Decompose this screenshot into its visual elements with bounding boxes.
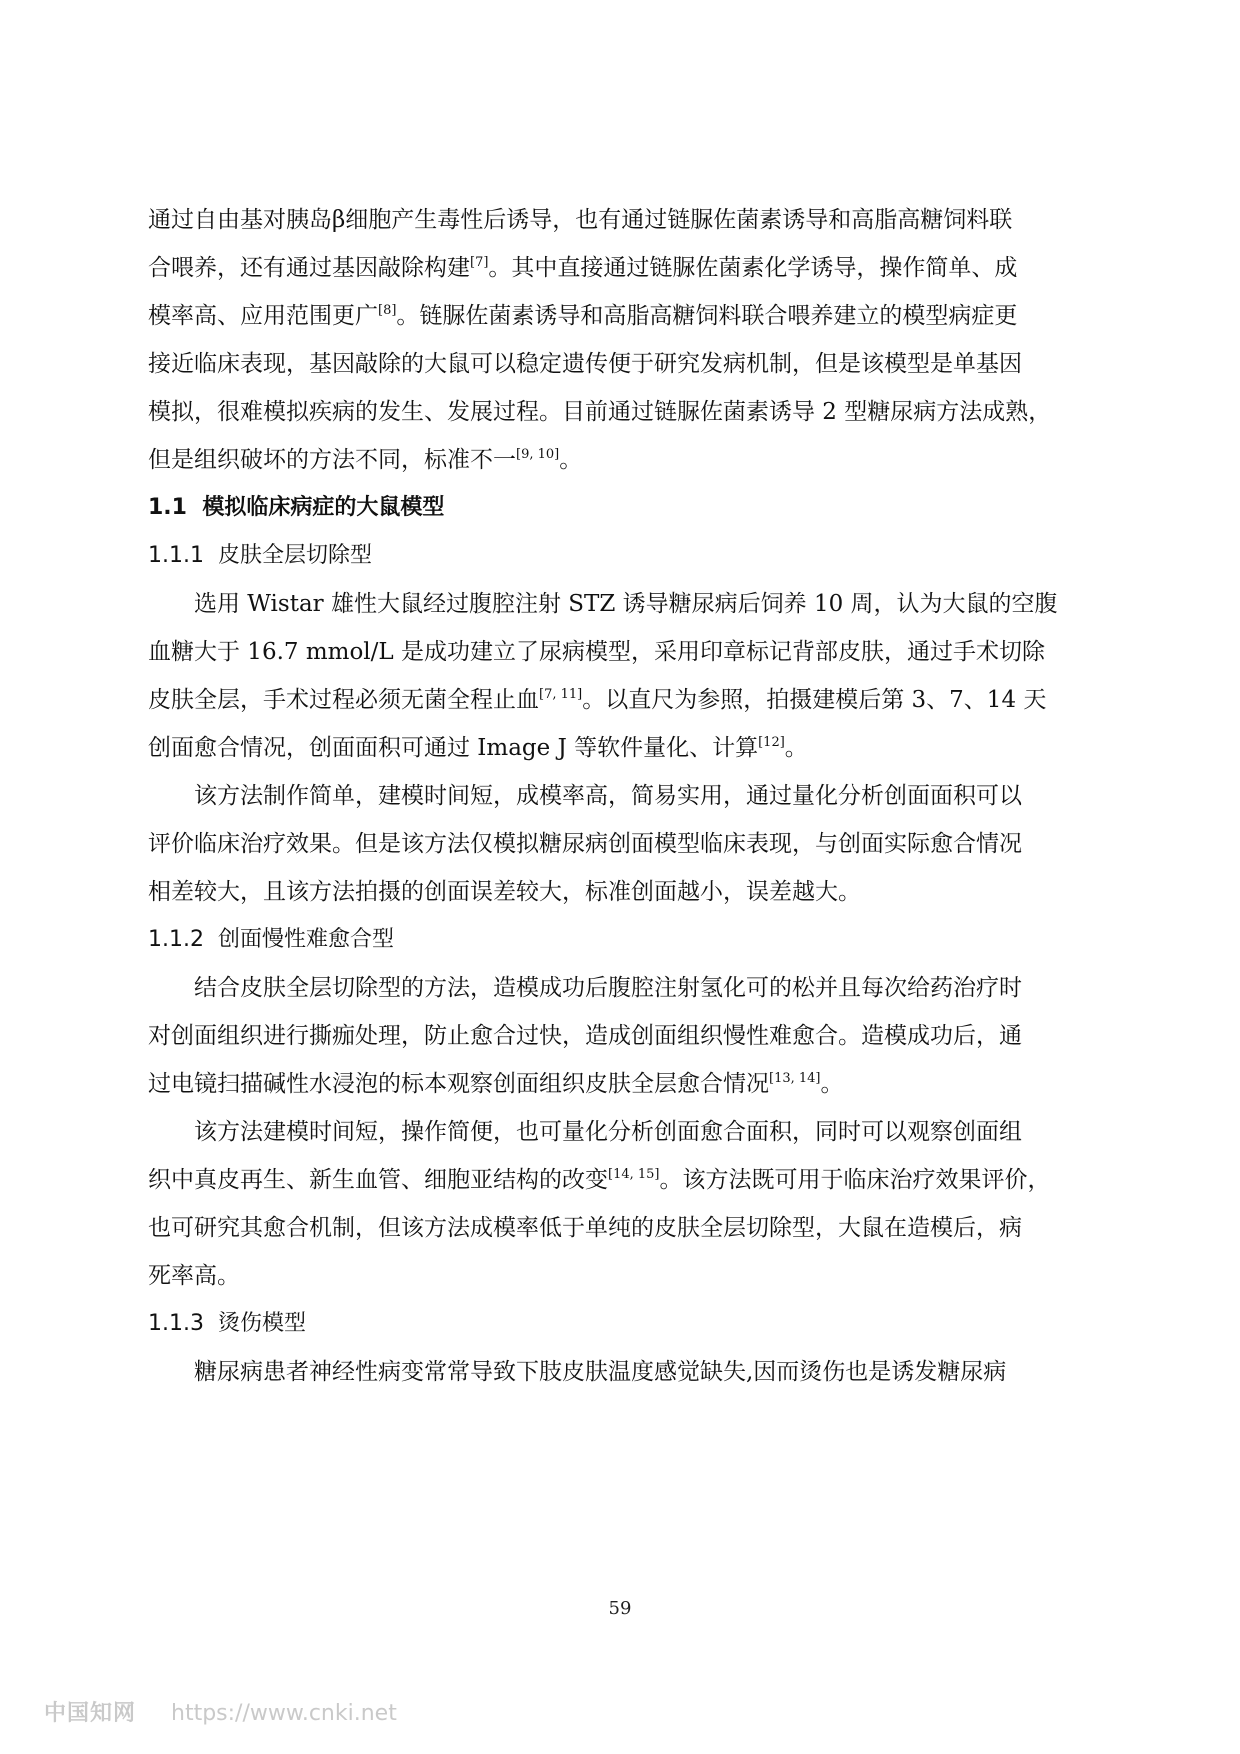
text-line: 相差较大，且该方法拍摄的创面误差较大，标准创面越小，误差越大。 xyxy=(148,879,861,905)
section-heading-1-1-2 xyxy=(148,916,1098,964)
intro-paragraph xyxy=(148,196,1098,484)
text-line: 对创面组织进行撕痂处理，防止愈合过快，造成创面组织慢性难愈合。造模成功后，通 xyxy=(148,1023,1022,1049)
section-number: 1.1.2 xyxy=(148,927,204,952)
text-line: 接近临床表现，基因敲除的大鼠可以稳定遗传便于研究发病机制，但是该模型是单基因 xyxy=(148,351,1022,377)
page-number: 59 xyxy=(608,1598,632,1619)
paragraph-1-1-2-a xyxy=(148,964,1098,1108)
paragraph-1-1-3-a xyxy=(148,1348,1098,1396)
text-line: 但是组织破坏的方法不同，标准不一[9, 10]。 xyxy=(148,447,583,473)
text-line: 模拟，很难模拟疾病的发生、发展过程。目前通过链脲佐菌素诱导 2 型糖尿病方法成熟， xyxy=(148,399,1052,425)
section-heading-1-1-3 xyxy=(148,1300,1098,1348)
cnki-url[interactable]: https://www.cnki.net xyxy=(171,1701,397,1726)
section-heading-1-1-1 xyxy=(148,532,1098,580)
section-number: 1.1 xyxy=(148,495,187,520)
text-line: 结合皮肤全层切除型的方法，造模成功后腹腔注射氢化可的松并且每次给药治疗时 xyxy=(194,975,1022,1001)
section-heading-1-1 xyxy=(148,484,1098,532)
section-title: 模拟临床病症的大鼠模型 xyxy=(202,495,445,520)
text-line: 该方法建模时间短，操作简便，也可量化分析创面愈合面积，同时可以观察创面组 xyxy=(194,1119,1022,1145)
paragraph-1-1-1-a xyxy=(148,580,1098,772)
section-title: 烫伤模型 xyxy=(217,1311,306,1336)
text-line: 死率高。 xyxy=(148,1263,240,1289)
text-line: 评价临床治疗效果。但是该方法仅模拟糖尿病创面模型临床表现，与创面实际愈合情况 xyxy=(148,831,1022,857)
page-body xyxy=(148,196,1098,1396)
text-line: 也可研究其愈合机制，但该方法成模率低于单纯的皮肤全层切除型，大鼠在造模后，病 xyxy=(148,1215,1022,1241)
text-line: 该方法制作简单，建模时间短，成模率高，简易实用，通过量化分析创面面积可以 xyxy=(194,783,1022,809)
citation[interactable]: [7, 11] xyxy=(539,687,583,702)
watermark-footer xyxy=(44,1696,397,1727)
citation[interactable]: [12] xyxy=(758,735,785,750)
text-line: 血糖大于 16.7 mmol/L 是成功建立了尿病模型，采用印章标记背部皮肤，通过手术切除 xyxy=(148,639,1045,665)
text-line: 过电镜扫描碱性水浸泡的标本观察创面组织皮肤全层愈合情况[13, 14]。 xyxy=(148,1071,844,1097)
cnki-logo-text: 中国知网 xyxy=(44,1701,137,1726)
text-line: 合喂养，还有通过基因敲除构建[7]。其中直接通过链脲佐菌素化学诱导，操作简单、成 xyxy=(148,255,1018,281)
paragraph-1-1-1-b xyxy=(148,772,1098,916)
text-line: 选用 Wistar 雄性大鼠经过腹腔注射 STZ 诱导糖尿病后饲养 10 周，认为大鼠的空腹 xyxy=(194,591,1058,617)
section-number: 1.1.3 xyxy=(148,1311,204,1336)
citation[interactable]: [14, 15] xyxy=(608,1167,660,1182)
text-line: 织中真皮再生、新生血管、细胞亚结构的改变[14, 15]。该方法既可用于临床治疗效果评价， xyxy=(148,1167,1051,1193)
section-number: 1.1.1 xyxy=(148,543,204,568)
citation[interactable]: [7] xyxy=(470,255,489,270)
paragraph-1-1-2-b xyxy=(148,1108,1098,1300)
text-line: 皮肤全层，手术过程必须无菌全程止血[7, 11]。以直尺为参照，拍摄建模后第 3、7、14 天 xyxy=(148,687,1047,713)
text-line: 模率高、应用范围更广[8]。链脲佐菌素诱导和高脂高糖饲料联合喂养建立的模型病症更 xyxy=(148,303,1018,329)
text-line: 通过自由基对胰岛β细胞产生毒性后诱导，也有通过链脲佐菌素诱导和高脂高糖饲料联 xyxy=(148,207,1013,233)
section-title: 皮肤全层切除型 xyxy=(217,543,372,568)
citation[interactable]: [8] xyxy=(378,303,397,318)
section-title: 创面慢性难愈合型 xyxy=(217,927,394,952)
text-line: 创面愈合情况，创面面积可通过 Image J 等软件量化、计算[12]。 xyxy=(148,735,808,761)
text-line: 糖尿病患者神经性病变常常导致下肢皮肤温度感觉缺失,因而烫伤也是诱发糖尿病 xyxy=(194,1359,1007,1385)
citation[interactable]: [13, 14] xyxy=(769,1071,821,1086)
citation[interactable]: [9, 10] xyxy=(516,447,560,462)
